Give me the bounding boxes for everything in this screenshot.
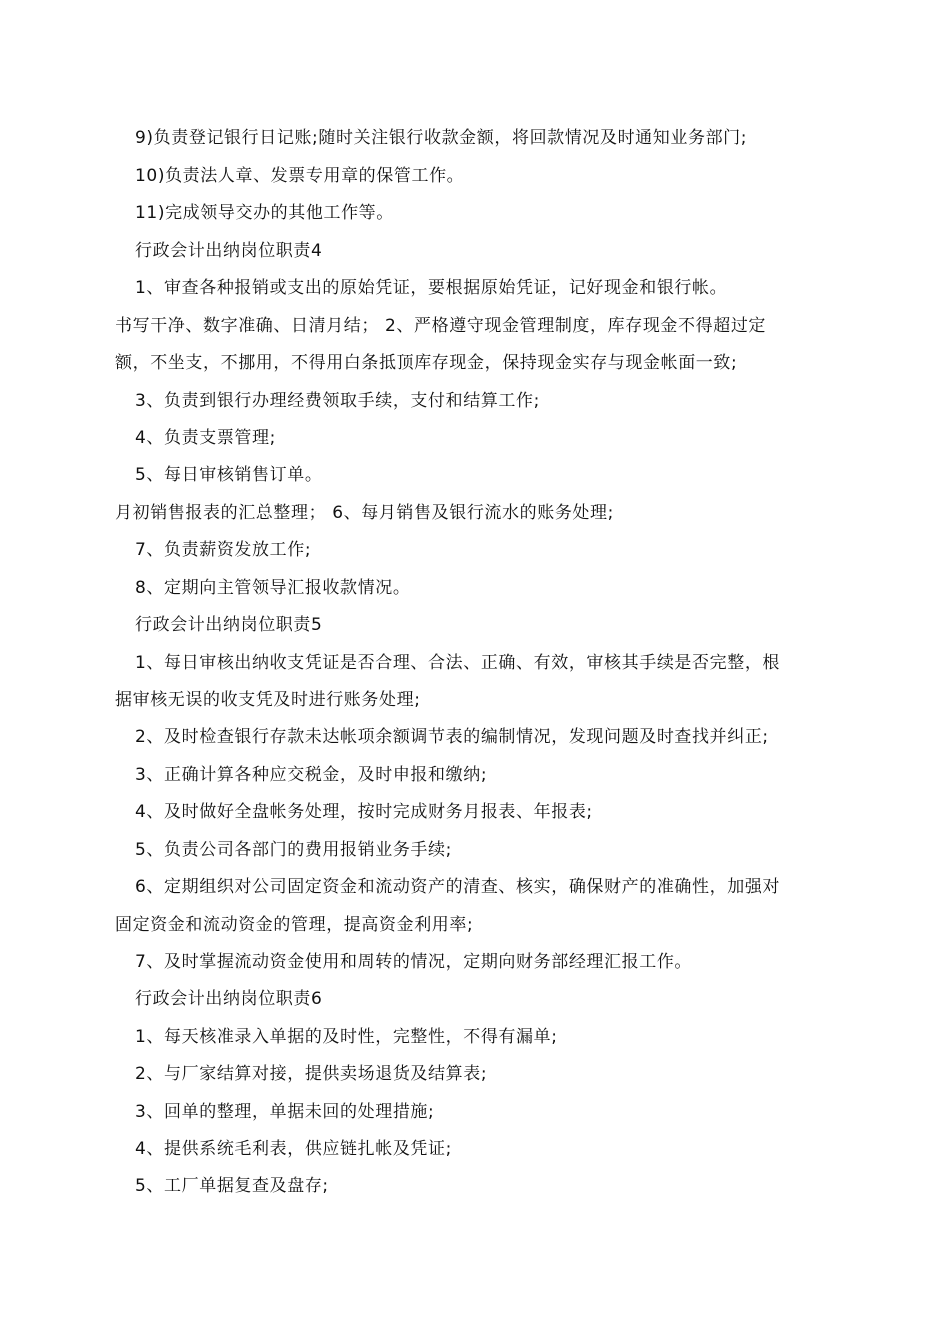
text-line: 月初销售报表的汇总整理； 6、每月销售及银行流水的账务处理; — [115, 503, 614, 523]
text-line: 6、定期组织对公司固定资金和流动资产的清查、核实，确保财产的准确性，加强对 — [135, 877, 781, 897]
text-line: 11)完成领导交办的其他工作等。 — [135, 203, 394, 223]
text-line: 7、负责薪资发放工作; — [135, 540, 312, 560]
text-line: 1、每日审核出纳收支凭证是否合理、合法、正确、有效，审核其手续是否完整，根 — [135, 653, 781, 673]
text-line: 额，不坐支，不挪用，不得用白条抵顶库存现金，保持现金实存与现金帐面一致; — [115, 353, 738, 373]
text-line: 1、每天核准录入单据的及时性，完整性，不得有漏单; — [135, 1027, 558, 1047]
text-line: 10)负责法人章、发票专用章的保管工作。 — [135, 166, 465, 186]
text-line: 2、与厂家结算对接，提供卖场退货及结算表; — [135, 1064, 488, 1084]
text-line: 9)负责登记银行日记账;随时关注银行收款金额，将回款情况及时通知业务部门; — [135, 128, 748, 148]
text-line: 3、回单的整理，单据未回的处理措施; — [135, 1102, 435, 1122]
text-line: 1、审查各种报销或支出的原始凭证，要根据原始凭证，记好现金和银行帐。 — [135, 278, 728, 298]
section-heading: 行政会计出纳岗位职责6 — [135, 989, 323, 1009]
text-line: 4、提供系统毛利表，供应链扎帐及凭证; — [135, 1139, 452, 1159]
text-line: 8、定期向主管领导汇报收款情况。 — [135, 578, 411, 598]
text-line: 5、每日审核销售订单。 — [135, 465, 323, 485]
text-line: 书写干净、数字准确、日清月结； 2、严格遵守现金管理制度，库存现金不得超过定 — [115, 316, 767, 336]
text-line: 据审核无误的收支凭及时进行账务处理; — [115, 690, 421, 710]
text-line: 5、工厂单据复查及盘存; — [135, 1176, 329, 1196]
text-line: 4、负责支票管理; — [135, 428, 276, 448]
section-heading: 行政会计出纳岗位职责4 — [135, 241, 323, 261]
text-line: 7、及时掌握流动资金使用和周转的情况，定期向财务部经理汇报工作。 — [135, 952, 693, 972]
text-line: 2、及时检查银行存款未达帐项余额调节表的编制情况，发现问题及时查找并纠正; — [135, 727, 769, 747]
text-line: 3、正确计算各种应交税金，及时申报和缴纳; — [135, 765, 488, 785]
text-line: 4、及时做好全盘帐务处理，按时完成财务月报表、年报表; — [135, 802, 593, 822]
section-heading: 行政会计出纳岗位职责5 — [135, 615, 323, 635]
text-line: 固定资金和流动资金的管理，提高资金利用率; — [115, 915, 474, 935]
text-line: 3、负责到银行办理经费领取手续，支付和结算工作; — [135, 391, 540, 411]
text-line: 5、负责公司各部门的费用报销业务手续; — [135, 840, 452, 860]
